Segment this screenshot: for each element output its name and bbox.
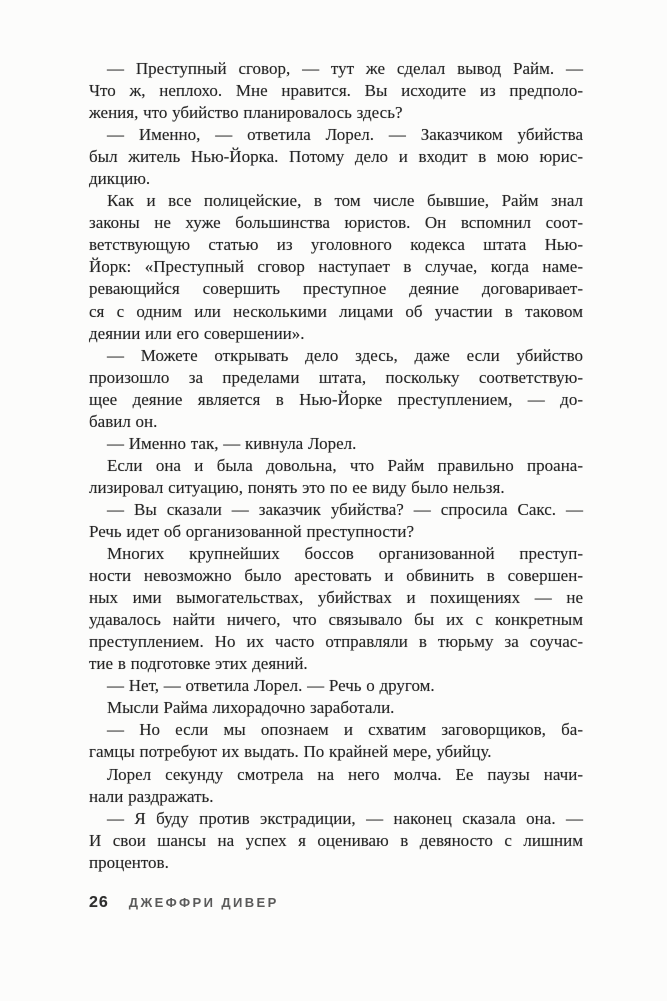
text-line: Если она и была довольна, что Райм правильно проана- [107, 455, 583, 475]
text-line: И свои шансы на успех я оцениваю в девяносто с лишним [89, 830, 583, 850]
running-title-author: ДЖЕФФРИ ДИВЕР [128, 895, 279, 910]
text-line: жения, что убийство планировалось здесь? [89, 103, 403, 123]
text-line: Как и все полицейские, в том числе бывшие, Райм знал [107, 191, 583, 211]
paragraph [89, 764, 583, 808]
text-line: — Я буду против экстрадиции, — наконец сказала она. — [107, 808, 583, 828]
text-line: бавил он. [89, 411, 158, 431]
paragraph [89, 675, 583, 697]
paragraph [89, 345, 583, 433]
text-line: — Преступный сговор, — тут же сделал вывод Райм. — [107, 59, 583, 78]
text-line: ветствующую статью из уголовного кодекса штата Нью- [89, 235, 583, 255]
paragraph [89, 455, 583, 499]
text-line: тие в подготовке этих деяний. [89, 654, 308, 674]
paragraph [89, 808, 583, 874]
text-line: преступлением. Но их часто отправляли в тюрьму за соучас- [89, 632, 583, 652]
text-line: процентов. [89, 852, 169, 872]
page-number: 26 [89, 894, 109, 911]
text-line: Речь идет об организованной преступности? [89, 521, 415, 541]
text-line: Йорк: «Преступный сговор наступает в случае, когда наме- [89, 257, 583, 277]
page-text [89, 58, 583, 874]
paragraph [89, 719, 583, 763]
text-line: — Нет, — ответила Лорел. — Речь о другом. [107, 676, 435, 696]
text-line: Мысли Райма лихорадочно заработали. [107, 698, 395, 718]
text-line: Лорел секунду смотрела на него молча. Ее паузы начи- [107, 764, 583, 784]
text-line: был житель Нью-Йорка. Потому дело и входит в мою юрис- [89, 147, 583, 167]
text-line: ревающийся совершить преступное деяние договаривает- [89, 279, 583, 299]
page-footer [89, 894, 583, 912]
text-line: — Именно, — ответила Лорел. — Заказчиком убийства [107, 125, 583, 145]
text-line: нали раздражать. [89, 786, 214, 806]
paragraph [89, 58, 583, 124]
paragraph [89, 499, 583, 543]
text-line: — Вы сказали — заказчик убийства? — спросила Сакс. — [107, 499, 583, 519]
text-line: ных ими вымогательствах, убийствах и похищениях — не [89, 588, 583, 608]
paragraph [89, 543, 583, 675]
text-line: — Можете открывать дело здесь, даже если убийство [107, 345, 583, 365]
text-line: деянии или его совершении». [89, 323, 305, 343]
text-line: — Но если мы опознаем и схватим заговорщиков, ба- [107, 720, 583, 740]
text-line: удавалось найти ничего, что связывало бы их с конкретным [89, 610, 583, 630]
paragraph [89, 190, 583, 344]
text-line: ся с одним или несколькими лицами об участии в таковом [89, 301, 583, 321]
text-line: — Именно так, — кивнула Лорел. [107, 433, 357, 453]
text-line: Что ж, неплохо. Мне нравится. Вы исходите из предполо- [89, 81, 583, 101]
text-line: гамцы потребуют их выдать. По крайней мере, убийцу. [89, 742, 492, 762]
paragraph [89, 433, 583, 455]
text-line: щее деяние является в Нью-Йорке преступлением, — до- [89, 389, 583, 409]
text-line: Многих крупнейших боссов организованной преступ- [107, 544, 583, 564]
paragraph [89, 124, 583, 190]
text-line: дикцию. [89, 169, 151, 189]
text-line: произошло за пределами штата, поскольку соответствую- [89, 367, 583, 387]
text-line: ности невозможно было арестовать и обвинить в совершен- [89, 566, 583, 586]
paragraph [89, 697, 583, 719]
text-line: законы не хуже большинства юристов. Он вспомнил соот- [89, 213, 583, 233]
text-line: лизировал ситуацию, понять это по ее виду было нельзя. [89, 477, 505, 497]
